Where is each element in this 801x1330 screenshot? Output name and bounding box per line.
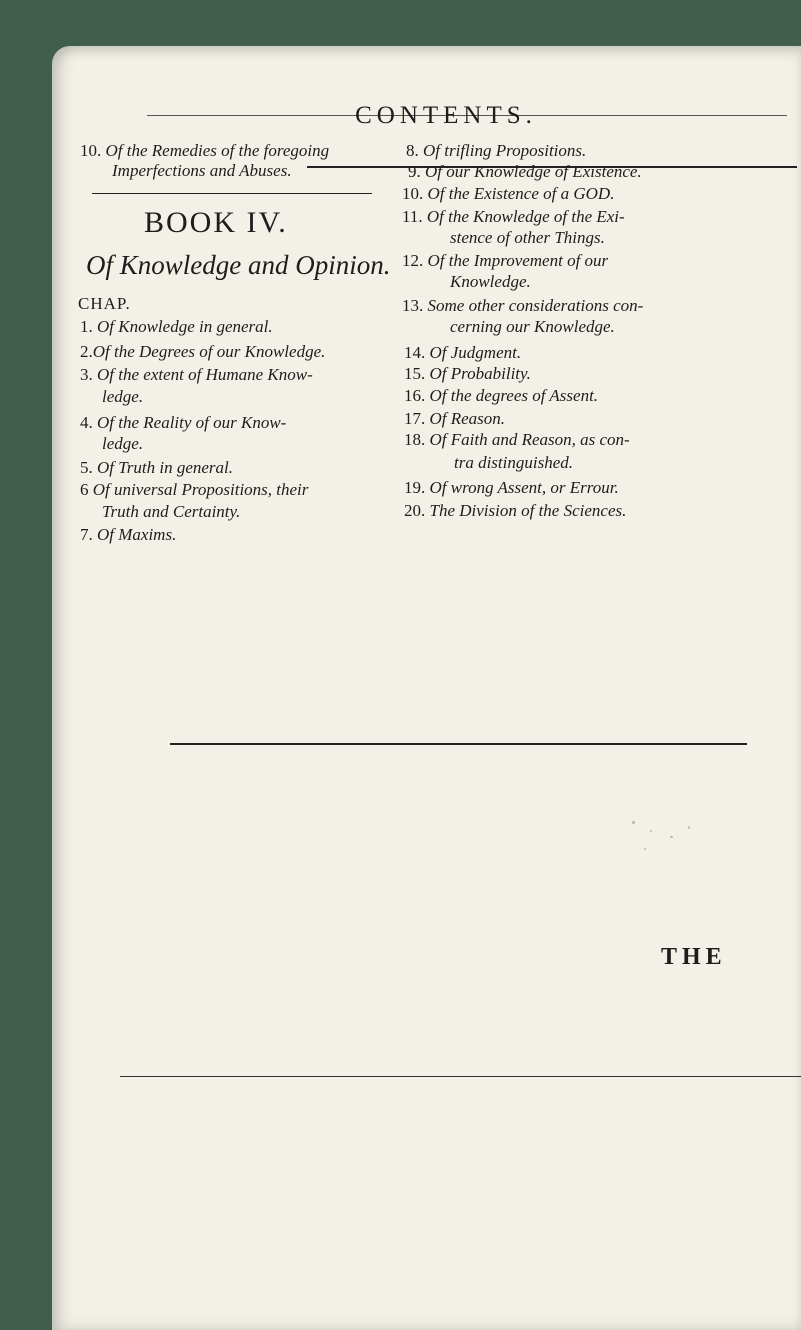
toc-entry-7: 7. Of Maxims.	[80, 525, 177, 544]
toc-entry-r19: 19. Of wrong Assent, or Errour.	[404, 478, 619, 497]
ink-speck	[644, 848, 646, 850]
toc-entry-r13: 13. Some other considerations con-	[402, 296, 644, 315]
toc-entry-10: 10. Of the Remedies of the foregoing	[80, 141, 330, 160]
ink-speck	[650, 830, 652, 832]
toc-entry-10-continued: Imperfections and Abuses.	[112, 161, 292, 180]
bottom-rule	[170, 743, 747, 745]
toc-entry-4-continued: ledge.	[102, 434, 144, 453]
toc-entry-r12-continued: Knowledge.	[450, 272, 531, 291]
toc-entry-3-continued: ledge.	[102, 387, 144, 406]
footer-rule	[120, 1076, 801, 1077]
book-subtitle: Of Knowledge and Opinion.	[86, 250, 391, 280]
toc-entry-r16: 16. Of the degrees of Assent.	[404, 386, 599, 405]
book-page	[52, 46, 801, 1330]
toc-entry-r13-continued: cerning our Knowledge.	[450, 317, 615, 336]
ink-speck	[688, 826, 690, 829]
toc-entry-r17: 17. Of Reason.	[404, 409, 506, 428]
book-title: BOOK IV.	[144, 206, 288, 239]
toc-entry-r11: 11. Of the Knowledge of the Exi-	[402, 207, 625, 226]
toc-entry-r12: 12. Of the Improvement of our	[402, 251, 609, 270]
running-head: CONTENTS.	[355, 102, 537, 129]
section-rule	[92, 193, 372, 194]
toc-entry-r15: 15. Of Probability.	[404, 364, 531, 383]
toc-entry-r9: 9. Of our Knowledge of Existence.	[408, 162, 642, 181]
toc-entry-r14: 14. Of Judgment.	[404, 343, 522, 362]
toc-entry-1: 1. Of Knowledge in general.	[80, 317, 273, 336]
toc-entry-r10: 10. Of the Existence of a GOD.	[402, 184, 615, 203]
toc-entry-r20: 20. The Division of the Sciences.	[404, 501, 627, 520]
catchword: THE	[661, 944, 727, 970]
toc-entry-3: 3. Of the extent of Humane Know-	[80, 365, 313, 384]
toc-entry-6-continued: Truth and Certainty.	[102, 502, 241, 521]
ink-speck	[632, 821, 635, 824]
toc-entry-6: 6 Of universal Propositions, their	[80, 480, 309, 499]
toc-entry-r11-continued: stence of other Things.	[450, 228, 605, 247]
ink-speck	[670, 836, 673, 838]
toc-entry-r18: 18. Of Faith and Reason, as con-	[404, 430, 630, 449]
toc-entry-r18-continued: tra distinguished.	[454, 453, 574, 472]
toc-entry-2: 2.Of the Degrees of our Knowledge.	[80, 342, 326, 361]
toc-entry-r8: 8. Of trifling Propositions.	[406, 141, 587, 160]
toc-entry-4: 4. Of the Reality of our Know-	[80, 413, 287, 432]
chapter-label: CHAP.	[78, 294, 131, 313]
toc-entry-5: 5. Of Truth in general.	[80, 458, 234, 477]
